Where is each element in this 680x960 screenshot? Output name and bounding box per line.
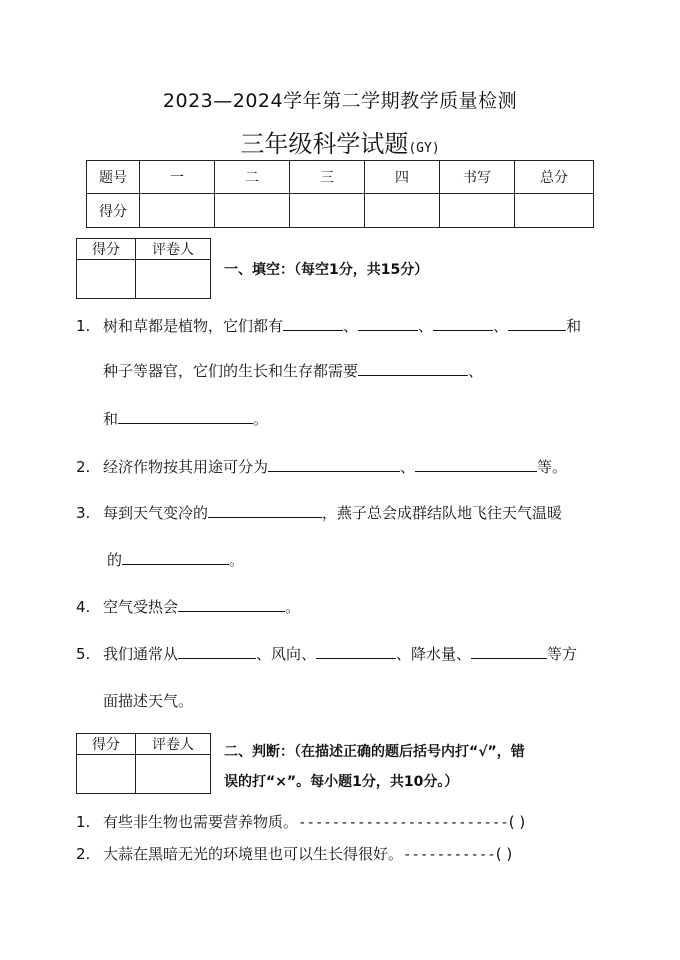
score-cell[interactable] [440,194,515,228]
score-table [86,160,594,228]
question-text: 的 [107,551,123,569]
grader-box-section1 [76,238,211,299]
score-cell[interactable] [215,194,290,228]
answer-blank[interactable] [433,316,493,331]
question-number: 2. [76,458,91,476]
exam-subtitle [0,124,680,159]
question-text: 和 [103,410,119,428]
question-text: 种子等器官，它们的生长和生存都需要 [103,362,359,380]
question-text: 空气受热会 [103,598,179,616]
fill-question-2 [76,456,567,477]
question-text: 。 [229,551,245,569]
answer-blank[interactable] [316,644,396,659]
grader-name-label: 评卷人 [136,734,211,755]
score-header-cell: 二 [215,161,290,194]
answer-blank[interactable] [208,503,322,518]
fill-question-5-line2 [103,690,193,711]
grader-score-cell[interactable] [77,755,136,794]
question-text: 经济作物按其用途可分为 [103,458,269,476]
question-number: 1. [76,317,91,335]
question-text: 等方 [547,645,578,663]
question-text: 等。 [537,458,568,476]
question-text: 每到天气变冷的 [103,504,209,522]
answer-blank[interactable] [471,644,547,659]
answer-blank[interactable] [122,550,229,565]
question-text: 。 [285,598,301,616]
score-cell[interactable] [365,194,440,228]
score-table-header-row [87,161,594,194]
score-row-label: 得分 [87,194,140,228]
score-header-cell: 书写 [440,161,515,194]
answer-blank[interactable] [358,361,468,376]
grader-score-cell[interactable] [77,260,136,299]
subtitle-suffix: (GY) [408,141,440,156]
grader-name-cell[interactable] [136,260,211,299]
question-text: 、风向、 [256,645,317,663]
question-text: 、 [493,317,509,335]
answer-blank[interactable] [508,316,566,331]
judge-question-2 [76,843,512,864]
fill-question-3 [76,502,562,523]
score-header-cell: 总分 [515,161,594,194]
question-text: ，燕子总会成群结队地飞往天气温暖 [322,504,563,522]
grader-score-label: 得分 [77,239,136,260]
question-text: 、 [400,458,416,476]
score-header-cell: 四 [365,161,440,194]
section2-heading-line1: 二、判断：（在描述正确的题后括号内打“√”，错 [224,744,525,760]
question-text: 我们通常从 [103,645,179,663]
score-cell[interactable] [140,194,215,228]
answer-blank[interactable] [178,644,256,659]
score-header-cell: 三 [290,161,365,194]
question-text: 、降水量、 [396,645,472,663]
leader-dashes: ------------------------- [298,815,509,831]
section1-heading: 一、填空：（每空1分，共15分） [224,262,429,278]
fill-question-1-line2 [103,360,483,381]
question-number: 5. [76,645,91,663]
answer-blank[interactable] [283,316,343,331]
answer-blank[interactable] [118,409,253,424]
question-text: 大蒜在黑暗无光的环境里也可以生长得很好。 [103,845,404,863]
question-text: 、 [418,317,434,335]
leader-dashes: ----------- [403,847,496,863]
fill-question-3-line2 [107,549,244,570]
answer-blank[interactable] [415,457,537,472]
subtitle-text: 三年级科学试题 [240,130,409,158]
grader-box-section2 [76,733,211,794]
question-number: 3. [76,504,91,522]
score-table-score-row [87,194,594,228]
question-number: 1. [76,813,91,831]
question-text: 树和草都是植物，它们都有 [103,317,284,335]
answer-blank[interactable] [268,457,400,472]
question-text: 、 [468,362,484,380]
score-header-cell: 一 [140,161,215,194]
question-text: 和 [566,317,582,335]
fill-question-4 [76,596,300,617]
question-number: 4. [76,598,91,616]
grader-score-label: 得分 [77,734,136,755]
grader-name-label: 评卷人 [136,239,211,260]
grader-name-cell[interactable] [136,755,211,794]
section2-heading-line2: 误的打“×”。每小题1分，共10分。） [224,774,459,790]
question-text: 。 [253,410,269,428]
question-text: 面描述天气。 [103,692,194,710]
judge-question-1 [76,811,525,832]
answer-parentheses[interactable]: ( ) [495,845,513,863]
fill-question-1-line3 [103,408,268,429]
score-cell[interactable] [515,194,594,228]
answer-blank[interactable] [178,597,285,612]
question-text: 、 [343,317,359,335]
answer-blank[interactable] [358,316,418,331]
score-header-cell: 题号 [87,161,140,194]
exam-title: 2023—2024学年第二学期教学质量检测 [162,90,518,112]
question-text: 有些非生物也需要营养物质。 [103,813,299,831]
fill-question-5 [76,643,577,664]
fill-question-1 [76,315,581,336]
answer-parentheses[interactable]: ( ) [508,813,526,831]
score-cell[interactable] [290,194,365,228]
question-number: 2. [76,845,91,863]
